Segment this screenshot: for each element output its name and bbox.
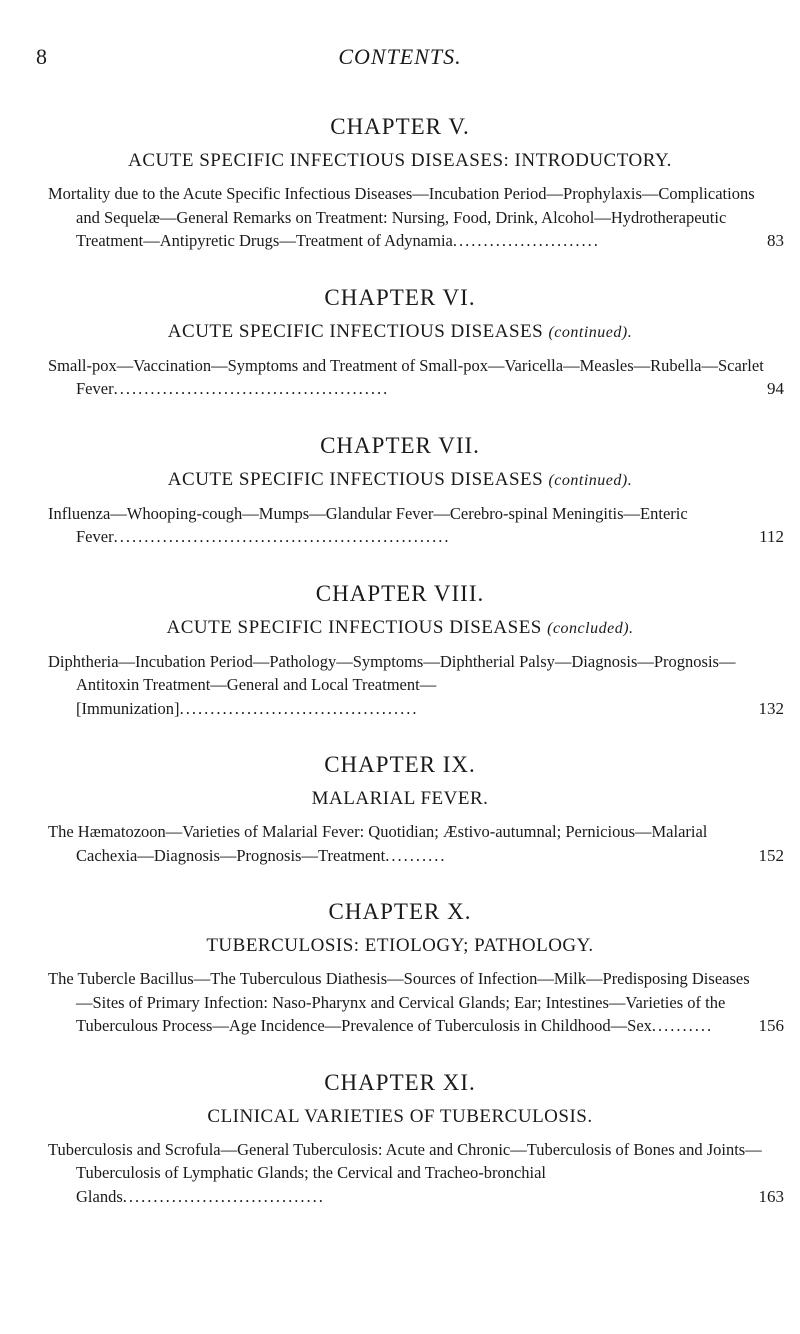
dot-leader: .......... bbox=[651, 1016, 714, 1035]
chapter-subtitle bbox=[0, 933, 800, 959]
chapter-page-number: 152 bbox=[758, 845, 784, 865]
chapter-subtitle-text: CLINICAL VARIETIES OF TUBERCULOSIS. bbox=[207, 1105, 593, 1127]
chapter-entry bbox=[0, 579, 800, 721]
chapter-subtitle-text: ACUTE SPECIFIC INFECTIOUS DISEASES bbox=[167, 320, 544, 342]
chapter-subtitle bbox=[0, 319, 800, 346]
chapter-subtitle bbox=[0, 467, 800, 494]
chapter-subtitle-text: ACUTE SPECIFIC INFECTIOUS DISEASES: INTRODUCTORY. bbox=[128, 150, 672, 171]
chapter-summary bbox=[48, 1138, 784, 1209]
chapter-subtitle-text: ACUTE SPECIFIC INFECTIOUS DISEASES bbox=[167, 468, 544, 490]
chapter-summary bbox=[48, 650, 784, 721]
chapter-title: CHAPTER VII. bbox=[320, 432, 480, 458]
chapter-summary bbox=[48, 820, 784, 867]
dot-leader: ....................................................... bbox=[113, 527, 451, 546]
chapter-subtitle-text: ACUTE SPECIFIC INFECTIOUS DISEASES bbox=[166, 616, 542, 638]
chapter-title: CHAPTER X. bbox=[328, 899, 472, 924]
dot-leader: ....................................... bbox=[179, 698, 419, 718]
dot-leader: ............................................. bbox=[113, 379, 390, 398]
chapter-subtitle bbox=[0, 1104, 800, 1130]
running-head-title: CONTENTS. bbox=[338, 44, 462, 69]
chapter-entry bbox=[0, 750, 800, 867]
chapter-subtitle bbox=[0, 148, 800, 174]
chapter-entry bbox=[0, 897, 800, 1038]
chapter-summary bbox=[48, 967, 784, 1038]
chapter-summary bbox=[48, 182, 784, 253]
page-number: 8 bbox=[36, 44, 47, 69]
chapter-title: CHAPTER V. bbox=[330, 114, 470, 139]
chapter-entry bbox=[0, 112, 800, 253]
dot-leader: ........................ bbox=[452, 231, 600, 250]
chapter-entry bbox=[0, 431, 800, 549]
chapter-summary-text: The Tubercle Bacillus—The Tuberculous Diathesis—Sources of Infection—Milk—Predisposing Diseases—Sites of Primary Infection: Naso-Pharynx and Cervical Glands; Ear; Intestines—Varieties of the Tuberculous Process—Age Incidence—Prevalence of Tuberculosis in Childhood—Sex bbox=[48, 969, 750, 1035]
chapter-page-number: 83 bbox=[767, 231, 784, 250]
running-head bbox=[0, 44, 800, 74]
chapter-subtitle bbox=[0, 615, 800, 642]
chapter-summary-text: Diphtheria—Incubation Period—Pathology—Symptoms—Diphtherial Palsy—Diagnosis—Prognosis—Antitoxin Treatment—General and Local Treatment—[Immunization] bbox=[48, 651, 736, 718]
chapter-page-number: 156 bbox=[758, 1016, 784, 1035]
chapter-entry bbox=[0, 283, 800, 401]
chapter-summary bbox=[48, 502, 784, 549]
dot-leader: ................................. bbox=[122, 1186, 325, 1206]
chapter-subtitle-text: MALARIAL FEVER. bbox=[311, 788, 489, 809]
chapter-title: CHAPTER XI. bbox=[324, 1069, 476, 1095]
chapter-summary-text: Influenza—Whooping-cough—Mumps—Glandular Fever—Cerebro-spinal Meningitis—Enteric Fever bbox=[48, 503, 688, 546]
chapter-page-number: 163 bbox=[758, 1186, 784, 1206]
chapter-page-number: 94 bbox=[767, 379, 784, 398]
chapter-subtitle-note: (continued). bbox=[548, 471, 633, 489]
chapter-subtitle-note: (concluded). bbox=[547, 619, 634, 637]
chapter-page-number: 112 bbox=[759, 527, 784, 546]
chapter-subtitle bbox=[0, 786, 800, 812]
chapter-subtitle-note: (continued). bbox=[548, 323, 633, 341]
chapter-entry bbox=[0, 1068, 800, 1209]
chapter-summary-text: The Hæmatozoon—Varieties of Malarial Fever: Quotidian; Æstivo-autumnal; Pernicious—Malarial Cachexia—Diagnosis—Prognosis—Treatment bbox=[48, 822, 708, 865]
chapter-summary-text: Tuberculosis and Scrofula—General Tuberculosis: Acute and Chronic—Tuberculosis of Bones and Joints—Tuberculosis of Lymphatic Glands; the Cervical and Tracheo-bronchial Glands bbox=[48, 1139, 762, 1206]
chapter-page-number: 132 bbox=[758, 698, 784, 718]
chapter-summary-text: Small-pox—Vaccination—Symptoms and Treatment of Small-pox—Varicella—Measles—Rubella—Scarlet Fever bbox=[48, 355, 764, 398]
chapter-title: CHAPTER VI. bbox=[324, 284, 476, 310]
dot-leader: .......... bbox=[385, 845, 447, 865]
chapter-title: CHAPTER IX. bbox=[324, 752, 476, 777]
chapter-summary bbox=[48, 354, 784, 401]
chapter-summary-text: Mortality due to the Acute Specific Infectious Diseases—Incubation Period—Prophylaxis—Complications and Sequelæ—General Remarks on Treatment: Nursing, Food, Drink, Alcohol—Hydrotherapeutic Treatment—Antipyretic Drugs—Treatment of Adynamia bbox=[48, 184, 755, 250]
table-of-contents bbox=[0, 112, 800, 1238]
chapter-subtitle-text: TUBERCULOSIS: ETIOLOGY; PATHOLOGY. bbox=[206, 935, 594, 956]
chapter-title: CHAPTER VIII. bbox=[315, 580, 485, 606]
